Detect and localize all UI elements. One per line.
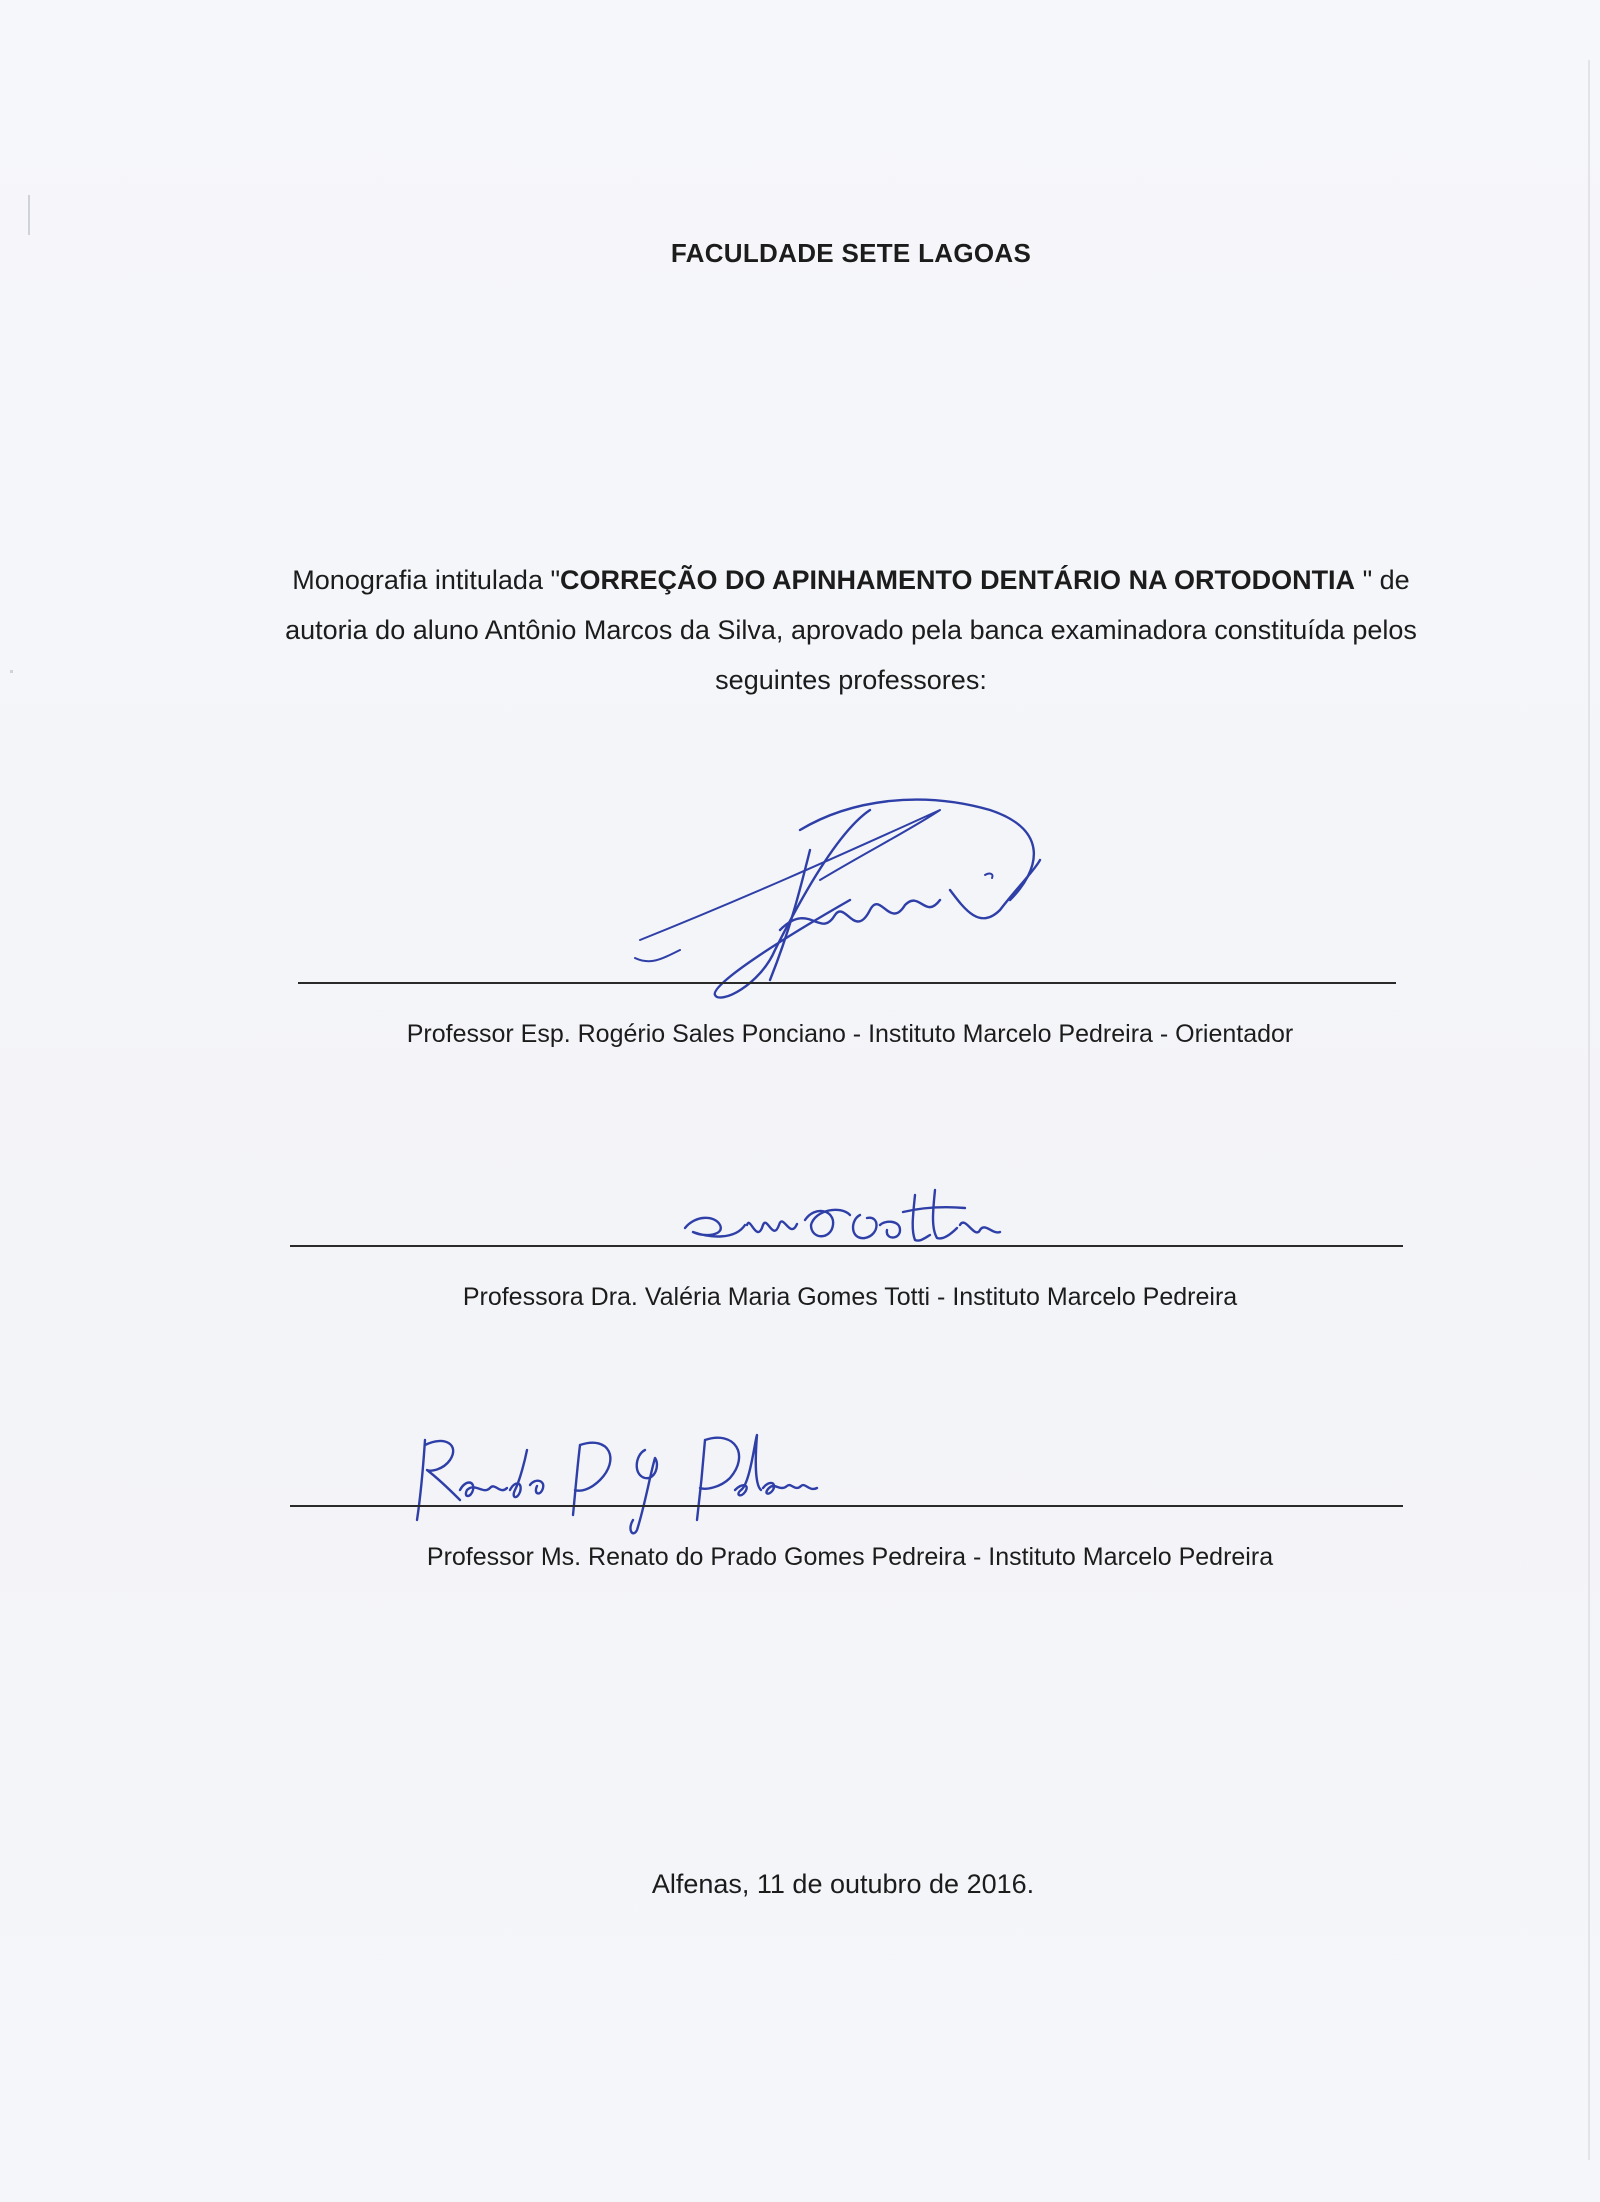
institution-name: FACULDADE SETE LAGOAS <box>670 238 1032 268</box>
approval-statement <box>280 555 1422 705</box>
signature-line <box>298 982 1396 984</box>
place-and-date: Alfenas, 11 de outubro de 2016. <box>651 1869 1035 1899</box>
signature-examiner-2 <box>675 1180 1035 1270</box>
statement-prefix: Monografia intitulada " <box>292 565 561 595</box>
scan-edge-mark <box>1588 60 1590 2160</box>
signature-line <box>290 1505 1403 1507</box>
statement-suffix: " de autoria do aluno Antônio Marcos da Silva, aprovado pela banca examinadora constituída pelos seguintes professores: <box>285 565 1417 695</box>
examiner-name: Professor Esp. Rogério Sales Ponciano - Instituto Marcelo Pedreira - Orientador <box>406 1020 1294 1048</box>
signature-advisor <box>620 790 1060 1010</box>
scan-edge-mark <box>28 195 30 235</box>
signature-examiner-3 <box>405 1420 845 1540</box>
signature-line <box>290 1245 1403 1247</box>
scan-edge-mark <box>10 670 13 673</box>
examiner-name: Professor Ms. Renato do Prado Gomes Pedreira - Instituto Marcelo Pedreira <box>426 1543 1274 1571</box>
examiner-name: Professora Dra. Valéria Maria Gomes Totti - Instituto Marcelo Pedreira <box>462 1283 1238 1311</box>
monograph-title: CORREÇÃO DO APINHAMENTO DENTÁRIO NA ORTODONTIA <box>560 565 1356 595</box>
